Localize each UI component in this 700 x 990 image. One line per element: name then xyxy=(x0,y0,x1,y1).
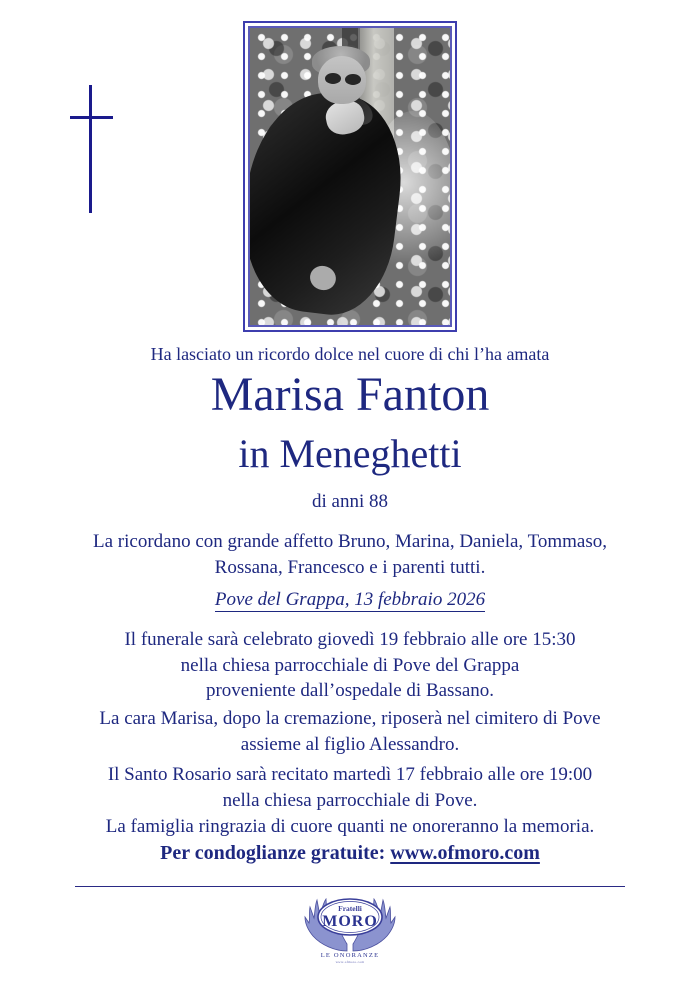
funeral-line-1: Il funerale sarà celebrato giovedì 19 febbraio alle ore 15:30 xyxy=(124,629,576,650)
burial-line-1: La cara Marisa, dopo la cremazione, riposerà nel cimitero di Pove xyxy=(99,708,601,729)
cross-icon-bar xyxy=(70,116,113,119)
rosary-line-1: Il Santo Rosario sarà recitato martedì 17 febbraio alle ore 19:00 xyxy=(107,764,593,785)
place-date-text: Pove del Grappa, 13 febbraio 2026 xyxy=(214,589,486,610)
cross-icon xyxy=(89,85,92,213)
burial-paragraph xyxy=(0,706,700,757)
deceased-name: Marisa Fanton xyxy=(210,368,490,421)
condolences-label: Per condoglianze gratuite: xyxy=(160,842,391,864)
memorial-portrait-photo xyxy=(248,26,452,327)
condolences-line xyxy=(0,842,700,865)
photo-sunglasses-left-lens xyxy=(325,73,341,84)
deceased-age: di anni 88 xyxy=(312,491,388,512)
funeral-paragraph xyxy=(0,627,700,704)
logo-onoranze-text: LE ONORANZE xyxy=(320,952,380,959)
family-paragraph xyxy=(0,529,700,580)
funeral-home-logo xyxy=(290,891,410,967)
logo-fratelli-text: Fratelli xyxy=(338,904,362,913)
funeral-line-2: nella chiesa parrocchiale di Pove del Grappa xyxy=(180,654,520,676)
rosary-line-2: nella chiesa parrocchiale di Pove. xyxy=(222,789,478,811)
place-date-line xyxy=(0,589,700,611)
thanks-line: La famiglia ringrazia di cuore quanti ne onoreranno la memoria. xyxy=(105,816,595,837)
deceased-married-name: in Meneghetti xyxy=(238,431,462,476)
condolences-link[interactable]: www.ofmoro.com xyxy=(390,842,540,864)
photo-sunglasses-right-lens xyxy=(345,74,361,85)
family-line-1: La ricordano con grande affetto Bruno, Marina, Daniela, Tommaso, xyxy=(93,531,607,552)
logo-website-text: www.ofmoro.com xyxy=(335,960,365,964)
family-line-2: Rossana, Francesco e i parenti tutti. xyxy=(214,556,486,578)
moro-logo-graphic xyxy=(290,891,410,967)
funeral-line-3: proveniente dall’ospedale di Bassano. xyxy=(205,680,495,701)
logo-moro-text: MORO xyxy=(322,913,378,930)
intro-line: Ha lasciato un ricordo dolce nel cuore di chi l’ha amata xyxy=(150,344,550,364)
footer-divider-line xyxy=(75,886,625,887)
burial-line-2: assieme al figlio Alessandro. xyxy=(240,733,460,755)
memorial-photo-frame xyxy=(243,21,457,332)
rosary-paragraph xyxy=(0,762,700,813)
